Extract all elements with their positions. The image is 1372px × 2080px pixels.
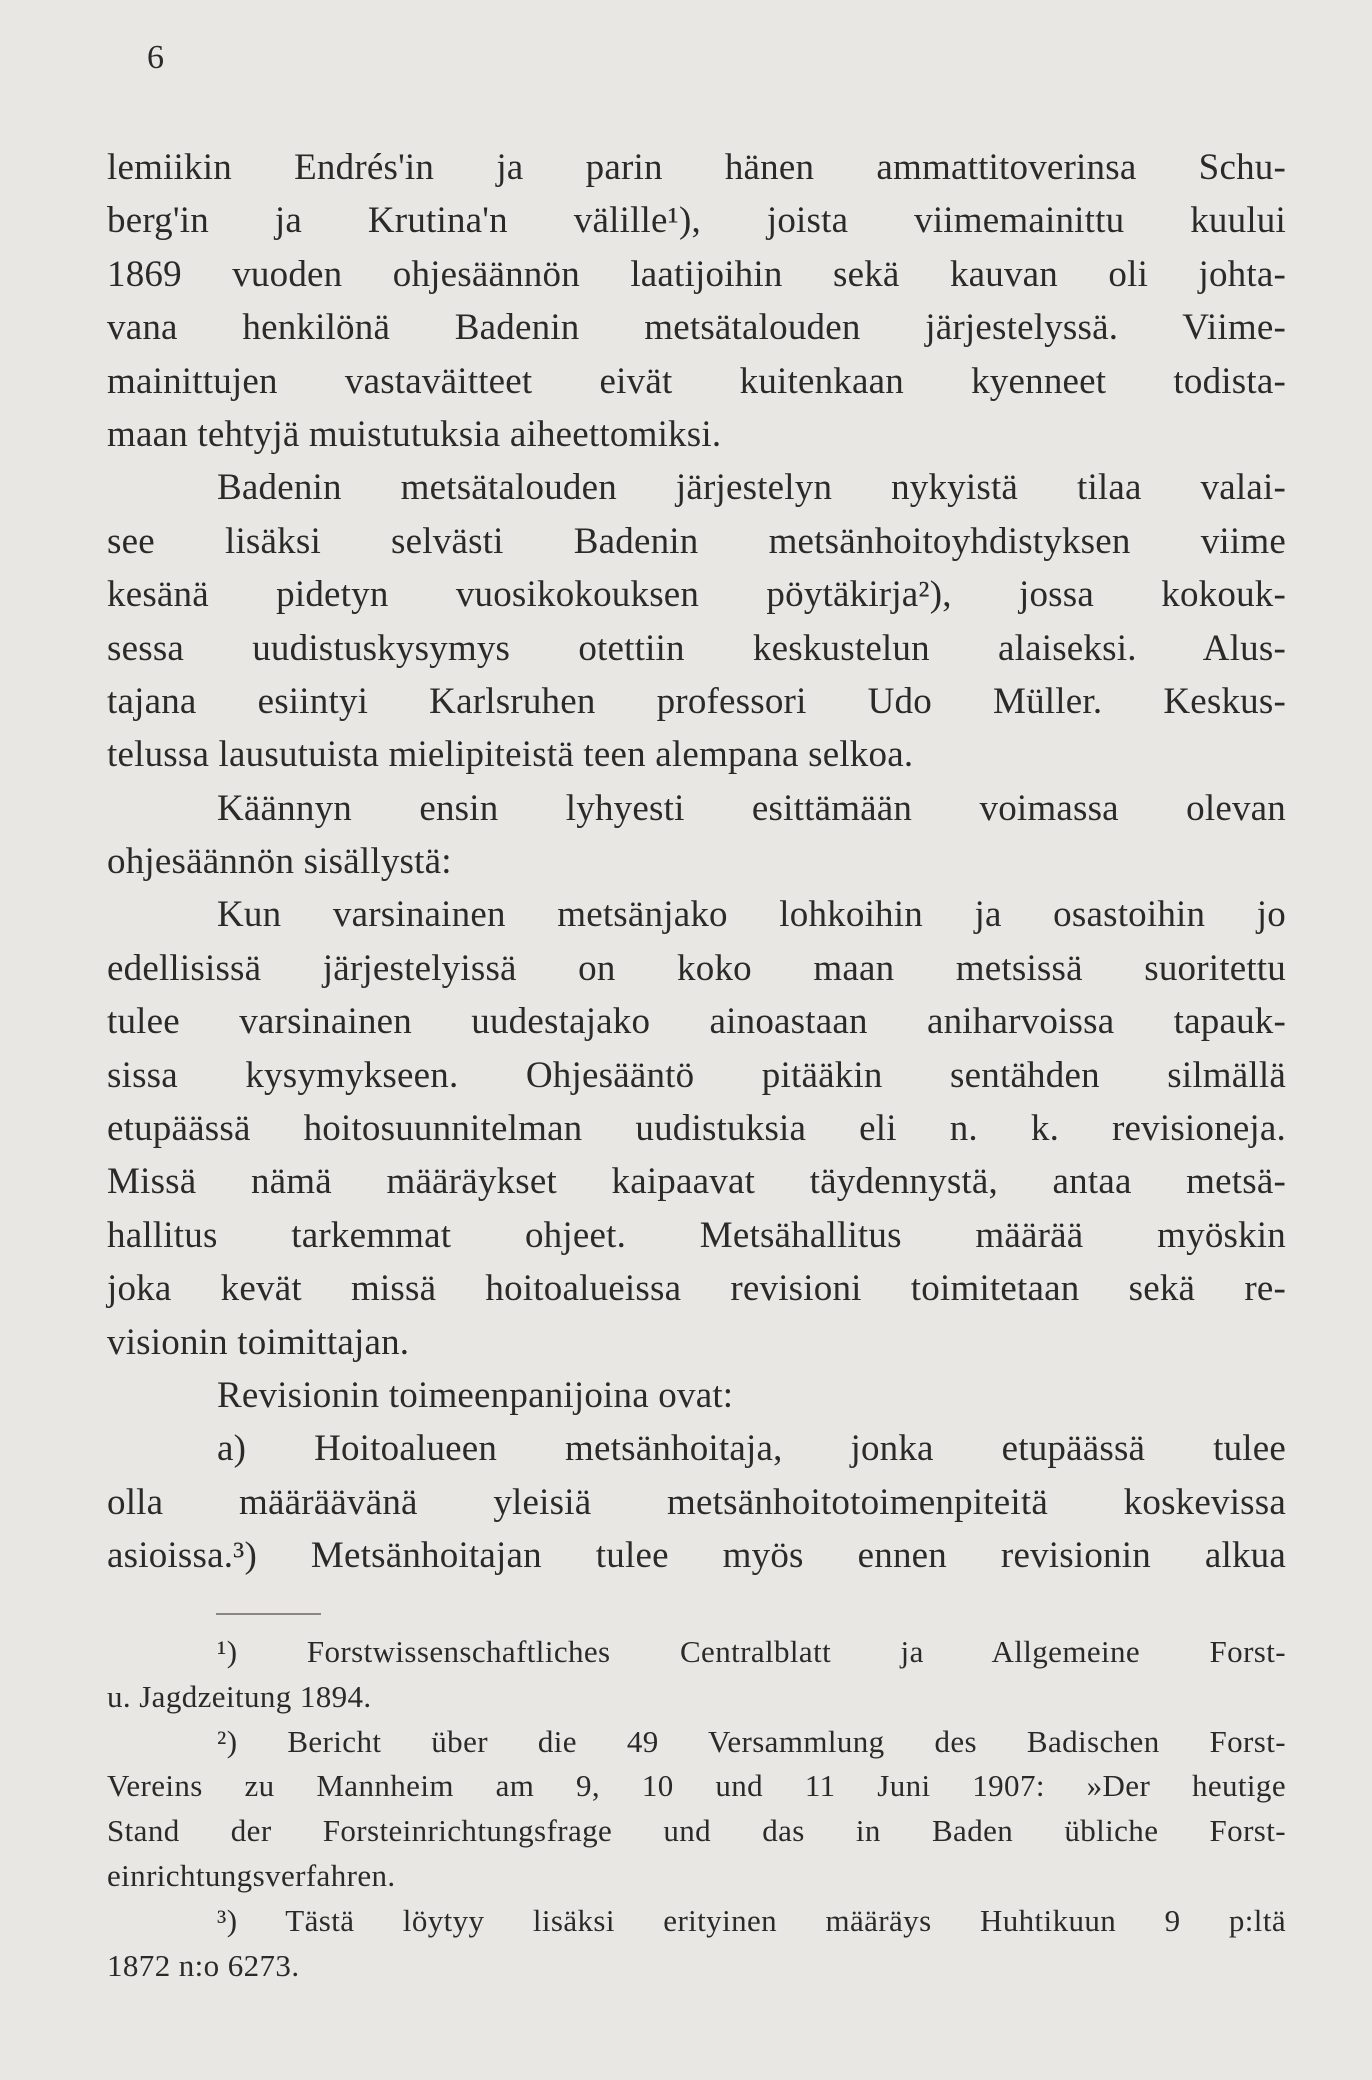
- footnote-line: ³) Tästä löytyy lisäksi erityinen määräys Huhtikuun 9 p:ltä: [217, 1902, 1286, 1938]
- footnote-line: u. Jagdzeitung 1894.: [107, 1678, 372, 1714]
- body-line: lemiikin Endrés'in ja parin hänen ammattitoverinsa Schu-: [107, 147, 1286, 188]
- footnote-separator: [216, 1613, 321, 1615]
- footnote-line: 1872 n:o 6273.: [107, 1947, 300, 1983]
- body-line: asioissa.³) Metsänhoitajan tulee myös ennen revisionin alkua: [107, 1535, 1286, 1577]
- body-line: sessa uudistuskysymys otettiin keskustelun alaiseksi. Alus-: [107, 627, 1286, 669]
- footnote-line: ¹) Forstwissenschaftliches Centralblatt ja Allgemeine Forst-: [217, 1634, 1286, 1669]
- body-line: kesänä pidetyn vuosikokouksen pöytäkirja²), jossa kokouk-: [107, 574, 1286, 616]
- body-line: mainittujen vastaväitteet eivät kuitenkaan kyenneet todista-: [107, 360, 1286, 402]
- body-line: vana henkilönä Badenin metsätalouden järjestelyssä. Viime-: [107, 307, 1286, 349]
- body-line: Käännyn ensin lyhyesti esittämään voimassa olevan: [217, 787, 1286, 829]
- body-line: berg'in ja Krutina'n välille¹), joista viimemainittu kuului: [107, 200, 1286, 242]
- body-line: hallitus tarkemmat ohjeet. Metsähallitus määrää myöskin: [107, 1214, 1286, 1256]
- body-line: tajana esiintyi Karlsruhen professori Udo Müller. Keskus-: [107, 680, 1286, 722]
- body-line: 1869 vuoden ohjesäännön laatijoihin sekä kauvan oli johta-: [107, 253, 1286, 295]
- body-line: edellisissä järjestelyissä on koko maan metsissä suoritettu: [107, 947, 1286, 989]
- body-line: joka kevät missä hoitoalueissa revisioni toimitetaan sekä re-: [107, 1268, 1286, 1310]
- body-line: etupäässä hoitosuunnitelman uudistuksia eli n. k. revisioneja.: [107, 1108, 1286, 1150]
- body-line: sissa kysymykseen. Ohjesääntö pitääkin sentähden silmällä: [107, 1054, 1286, 1096]
- footnote-line: Stand der Forsteinrichtungsfrage und das in Baden übliche Forst-: [107, 1813, 1286, 1849]
- page-number: 6: [147, 39, 164, 76]
- footnote-line: Vereins zu Mannheim am 9, 10 und 11 Juni 1907: »Der heutige: [107, 1768, 1286, 1804]
- body-text: [107, 141, 1286, 1583]
- body-line: Missä nämä määräykset kaipaavat täydennystä, antaa metsä-: [107, 1161, 1286, 1203]
- body-line: Revisionin toimeenpanijoina ovat:: [217, 1374, 734, 1416]
- body-line: Badenin metsätalouden järjestelyn nykyistä tilaa valai-: [217, 467, 1286, 509]
- body-line: telussa lausutuista mielipiteistä teen alempana selkoa.: [107, 734, 914, 776]
- body-line: see lisäksi selvästi Badenin metsänhoitoyhdistyksen viime: [107, 520, 1286, 562]
- footnotes: [107, 1630, 1286, 1988]
- footnote-line: ²) Bericht über die 49 Versammlung des Badischen Forst-: [217, 1723, 1286, 1759]
- body-line: maan tehtyjä muistutuksia aiheettomiksi.: [107, 413, 722, 455]
- footnote-line: einrichtungsverfahren.: [107, 1857, 396, 1893]
- body-line: a) Hoitoalueen metsänhoitaja, jonka etupäässä tulee: [217, 1428, 1286, 1470]
- body-line: olla määräävänä yleisiä metsänhoitotoimenpiteitä koskevissa: [107, 1481, 1286, 1523]
- body-line: tulee varsinainen uudestajako ainoastaan aniharvoissa tapauk-: [107, 1001, 1286, 1043]
- body-line: ohjesäännön sisällystä:: [107, 841, 452, 883]
- body-line: Kun varsinainen metsänjako lohkoihin ja osastoihin jo: [217, 894, 1286, 936]
- body-line: visionin toimittajan.: [107, 1321, 410, 1363]
